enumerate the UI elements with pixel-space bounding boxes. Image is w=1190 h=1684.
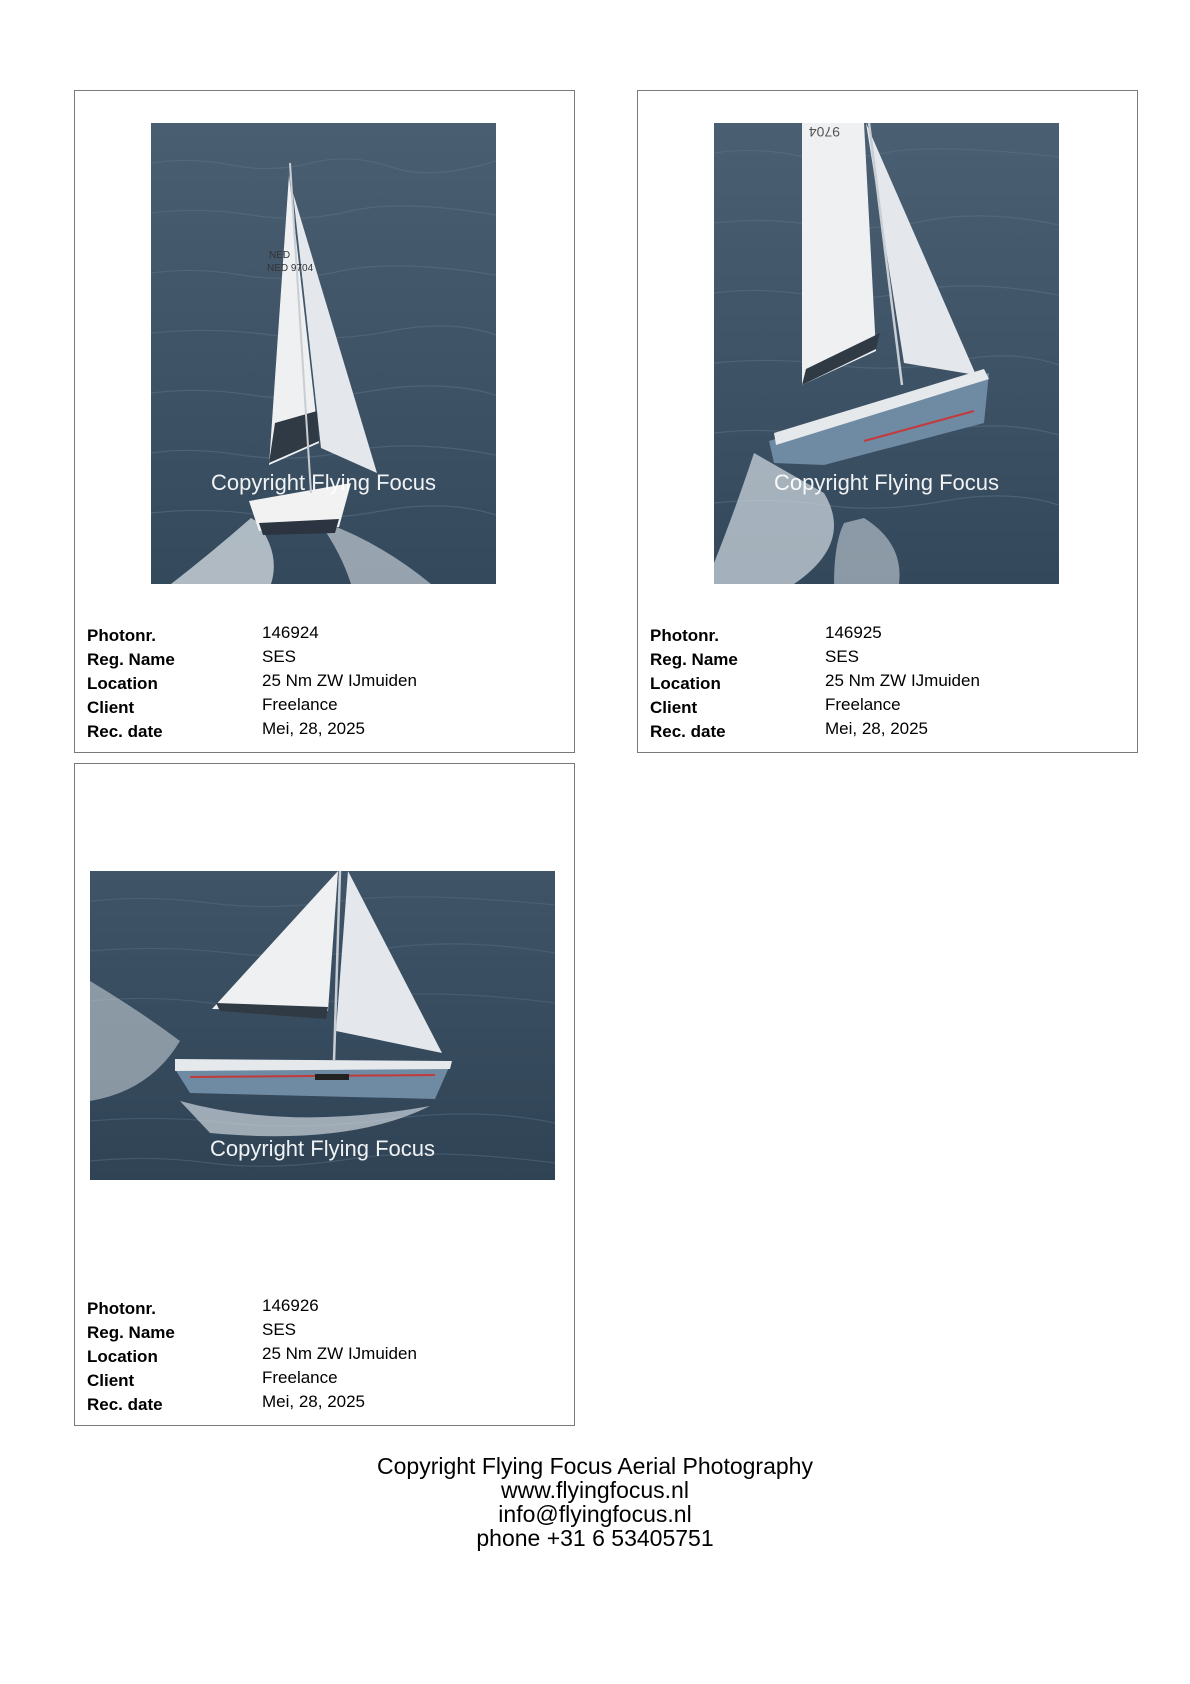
rec-date-label: Rec. date	[87, 1395, 163, 1414]
client-label: Client	[87, 698, 135, 717]
photo-image-1[interactable]	[151, 123, 496, 584]
rec-date-label: Rec. date	[650, 722, 726, 741]
client-value: Freelance	[825, 695, 901, 714]
photonr-value: 146925	[825, 623, 882, 642]
rec-date-value: Mei, 28, 2025	[262, 719, 366, 738]
photo-image-2[interactable]	[714, 123, 1059, 584]
rec-date-value: Mei, 28, 2025	[262, 1392, 366, 1411]
photo-card-1	[74, 90, 575, 753]
reg-name-label: Reg. Name	[87, 1323, 175, 1342]
location-label: Location	[87, 674, 158, 693]
location-value: 25 Nm ZW IJmuiden	[262, 671, 417, 690]
location-label: Location	[650, 674, 721, 693]
client-value: Freelance	[262, 695, 338, 714]
photo-card-3	[74, 763, 575, 1426]
photonr-label: Photonr.	[87, 626, 156, 645]
photo-watermark-1: Copyright Flying Focus	[211, 470, 436, 495]
sail-number-1: NED 9704	[267, 263, 314, 274]
photonr-label: Photonr.	[87, 1299, 156, 1318]
location-label: Location	[87, 1347, 158, 1366]
photo-watermark-2: Copyright Flying Focus	[774, 470, 999, 495]
reg-name-value: SES	[262, 647, 297, 666]
photonr-value: 146924	[262, 623, 319, 642]
photonr-label: Photonr.	[650, 626, 719, 645]
photo-watermark-3: Copyright Flying Focus	[210, 1136, 435, 1161]
reg-name-label: Reg. Name	[87, 650, 175, 669]
photo-card-2	[637, 90, 1138, 753]
reg-name-value: SES	[262, 1320, 297, 1339]
client-label: Client	[650, 698, 698, 717]
client-value: Freelance	[262, 1368, 338, 1387]
page-footer	[0, 1454, 1190, 1550]
sailboat-photo-3	[90, 871, 555, 1180]
photo-image-3[interactable]	[90, 871, 555, 1180]
client-label: Client	[87, 1371, 135, 1390]
rec-date-label: Rec. date	[87, 722, 163, 741]
sail-number-2: 9704	[808, 124, 840, 140]
reg-name-value: SES	[825, 647, 860, 666]
svg-text:NED: NED	[269, 250, 291, 261]
sailboat-photo-1	[151, 123, 496, 584]
reg-name-label: Reg. Name	[650, 650, 738, 669]
location-value: 25 Nm ZW IJmuiden	[825, 671, 980, 690]
footer-phone: phone +31 6 53405751	[476, 1525, 714, 1551]
footer-website-link[interactable]: www.flyingfocus.nl	[501, 1477, 689, 1503]
location-value: 25 Nm ZW IJmuiden	[262, 1344, 417, 1363]
photonr-value: 146926	[262, 1296, 319, 1315]
sailboat-photo-2	[714, 123, 1059, 584]
rec-date-value: Mei, 28, 2025	[825, 719, 929, 738]
footer-email-link[interactable]: info@flyingfocus.nl	[498, 1501, 692, 1527]
footer-copyright: Copyright Flying Focus Aerial Photography	[377, 1453, 813, 1479]
